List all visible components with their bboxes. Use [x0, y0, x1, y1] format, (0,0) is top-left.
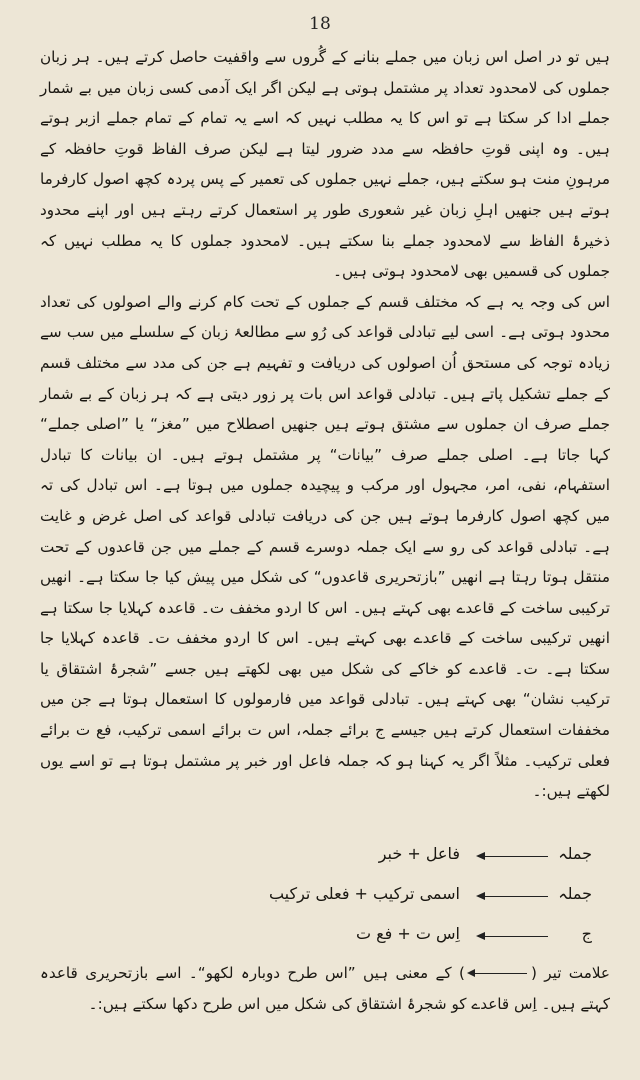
rule-lhs: ج — [581, 924, 592, 943]
paragraph-1: ہیں تو در اصل اس زبان میں جملے بنانے کے گُروں سے واقفیت حاصل کرتے ہیں۔ ہر زبان جملوں کی لامحدود تعداد پر مشتمل ہوتی ہے لیکن اگر ایک آدمی کسی زبان میں بے شمار جملے ادا کر سکتا ہے تو اس کا یہ مطلب نہیں کہ اسے یہ تمام کے تمام جملے ازبر ہوتے ہیں۔ وہ اپنی قوتِ حافظہ سے مدد ضرور لیتا ہے لیکن صرف الفاظ قوتِ حافظہ کے مرہونِ منت ہو سکتے ہیں، جملے نہیں جملوں کی تعمیر کے پس پردہ کچھ اصول کارفرما ہوتے ہیں جنھیں اہلِ زبان غیر شعوری طور پر استعمال کرتے رہتے ہیں اور اپنے محدود ذخیرۂ الفاظ سے لامحدود جملے بنا سکتے ہیں۔ لامحدود جملوں کا یہ مطلب نہیں کہ جملوں کی قسمیں بھی لامحدود ہوتی ہیں۔ — [40, 48, 610, 281]
rewrite-rules — [40, 838, 610, 958]
rule-2 — [40, 878, 610, 918]
rule-lhs: جملہ — [558, 844, 592, 863]
closing-after-arrow: ) کے معنی ہیں ”اس طرح دوبارہ لکھو“۔ اسے بازتحریری قاعدہ کہتے ہیں۔ اِس قاعدے کو شجرۂ اشتقاق کی شکل میں اس طرح دکھا سکتے ہیں:۔ — [40, 964, 610, 1013]
page-number: 18 — [309, 14, 331, 34]
closing-text — [40, 958, 610, 1020]
rule-3 — [40, 918, 610, 958]
rule-rhs: اسمی ترکیب + فعلی ترکیب — [268, 884, 460, 903]
closing-paragraph — [40, 958, 610, 1020]
arrow-icon — [478, 856, 548, 857]
arrow-icon — [478, 896, 548, 897]
closing-before-arrow: علامت تیر ( — [530, 964, 610, 982]
paragraph-2: اس کی وجہ یہ ہے کہ مختلف قسم کے جملوں کے تحت کام کرنے والے اصولوں کی تعداد محدود ہوتی ہے۔ اسی لیے تبادلی قواعد کی رُو سے مطالعۂ زبان کے سلسلے میں سب سے زیادہ توجہ کی مستحق اُن اصولوں کی دریافت و تفہیم ہے جن کی مدد سے مختلف قسم کے جملے تشکیل پاتے ہیں۔ تبادلی قواعد اس بات پر زور دیتی ہے کہ ہر زبان کے بے شمار جملے صرف ان جملوں سے مشتق ہوتے ہیں جنھیں اصطلاح میں ”مغز“ یا ”اصلی جملے“ کہا جاتا ہے۔ اصلی جملے صرف ”بیانات“ پر مشتمل ہوتے ہیں۔ ان بیانات کا تبادل استفہام، نفی، امر، مجہول اور مرکب و پیچیدہ جملوں میں ہوتا ہے۔ اس تبادل کی تہ میں کچھ اصول کارفرما ہوتے ہیں جن کی دریافت تبادلی قواعد کی اصل غرض و غایت ہے۔ تبادلی قواعد کی رو سے ایک جملہ دوسرے قسم کے جملے میں جن قاعدوں کے تحت منتقل ہوتا رہتا ہے انھیں ”بازتحریری قاعدوں“ کی شکل میں پیش کیا جا سکتا ہے۔ انھیں ترکیبی ساخت کے قاعدے بھی کہتے ہیں۔ اس کا اردو مخفف ت۔ قاعدہ کہلایا جا سکتا ہے انھیں ترکیبی ساخت کے قاعدے بھی کہتے ہیں۔ اس کا اردو مخفف ت۔ قاعدہ کہلایا جا سکتا ہے۔ ت۔ قاعدے کو خاکے کی شکل میں بھی لکھتے ہیں جسے ”شجرۂ اشتقاق یا ترکیب نشان“ بھی کہتے ہیں۔ تبادلی قواعد میں فارمولوں کا استعمال ہوتا ہے جن میں مخففات استعمال کرتے ہیں جیسے ج برائے جملہ، اس ت برائے اسمی ترکیب، فع ت برائے فعلی ترکیب۔ مثلاً اگر یہ کہنا ہو کہ جملہ فاعل اور خبر پر مشتمل ہوتا ہے تو اسے یوں لکھتے ہیں:۔ — [40, 292, 610, 801]
arrow-icon — [478, 936, 548, 937]
rule-rhs: فاعل + خبر — [378, 844, 460, 863]
body-text — [40, 42, 610, 807]
rule-1 — [40, 838, 610, 878]
arrow-icon — [469, 973, 527, 974]
rule-lhs: جملہ — [558, 884, 592, 903]
rule-rhs: اِس ت + فع ت — [355, 924, 460, 943]
